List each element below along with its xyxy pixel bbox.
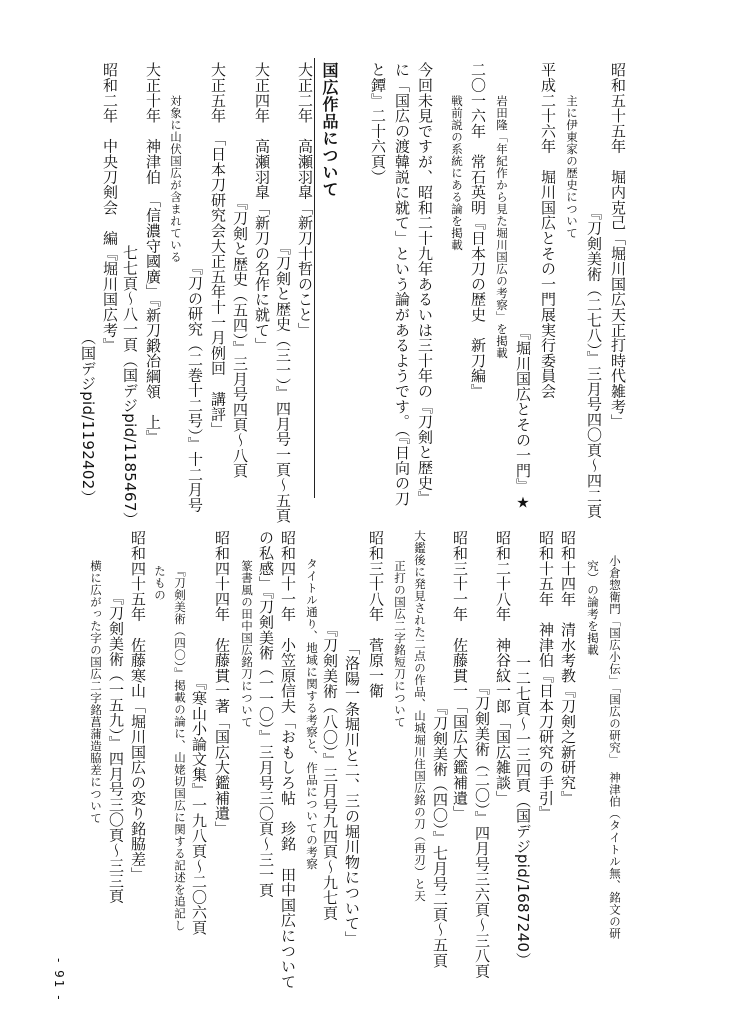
entry-title: 「洛陽一条堀川と二、三の堀川物について」 — [343, 640, 361, 946]
entry-line: 平成二十六年 堀川国広とその一門展実行委員会 — [539, 62, 557, 399]
entry-line: 大正五年 「日本刀研究会大正五年十一月例回 講評」 — [209, 62, 227, 437]
entry-note: 究）の論考を掲載 — [586, 560, 600, 656]
entry-source: 一二七頁～一三四頁（国デジpid/1687240） — [514, 655, 532, 968]
entry-source: 『刀の研究（二巻十二号）』十二月号 — [186, 260, 204, 513]
entry-line: 昭和四十五年 佐藤寒山「堀川国広の変り銘脇差」 — [129, 530, 147, 882]
entry-line: 昭和四十一年 小笠原信夫「おもしろ帖 珍銘 田中国広について — [279, 530, 297, 989]
entry-line: 昭和五十五年 堀内克己「堀川国広天正打時代雑考」 — [609, 62, 627, 430]
entry-note: 大鑑後に発見された二点の作品、山城堀川住国広銘の刀（再刃）と天 — [413, 530, 427, 902]
entry-line: 大正十年 神津伯 「信濃守國廣」『新刀鍛冶綱領 上』 — [144, 62, 162, 445]
entry-source: 『刀剣美術（四〇）』七月号二頁～五頁 — [431, 700, 449, 968]
entry-note: たもの — [153, 565, 167, 601]
entry-line: の私感」『刀剣美術（一一〇）』三月号三〇頁～三一頁 — [257, 530, 275, 898]
entry-source: 『刀剣美術（二〇）』四月号三六頁～三八頁 — [473, 680, 491, 979]
entry-note: タイトル通り、地域に関する考察と、作品についての考察 — [305, 558, 319, 870]
entry-source: 『刀剣と歴史（五四）』三月号四頁～八頁 — [231, 195, 249, 479]
entry-source: 『堀川国広とその一門』★ — [514, 325, 532, 512]
paragraph-line: に「国広の渡韓説に就て」という論があるようです。（『日向の刀 — [393, 62, 411, 506]
entry-source: 『寒山小論文集』一九八頁～二〇六頁 — [190, 675, 208, 936]
entry-line: 昭和十四年 清水考教『刀剣之新研究』 — [559, 530, 577, 806]
heading-divider — [314, 58, 315, 498]
entry-line: 昭和三十一年 佐藤貫一「国広大鑑補遺」 — [451, 530, 469, 821]
entry-note: 主に伊東家の歴史について — [565, 95, 579, 239]
entry-line: 大正二年 高瀬羽皐「新刀十哲のこと」 — [296, 62, 314, 338]
entry-source: 『刀剣美術（一五九）』四月号三〇頁～三三頁 — [107, 590, 125, 904]
paragraph-line: と鐔』二十六頁） — [369, 62, 387, 185]
entry-line: 昭和十五年 神津伯『日本刀研究の手引』 — [537, 530, 555, 821]
entry-source: 『刀剣美術（八〇）』三月号九四頁～九七頁 — [321, 622, 339, 921]
entry-note: 『刀剣美術（四〇）』掲載の論に、山姥切国広に関する記述を追記し — [173, 565, 187, 932]
entry-source: 『刀剣と歴史（三一）』四月号一頁～五頁 — [274, 240, 292, 524]
entry-line: 昭和二年 中央刀剣会 編『堀川国広考』 — [101, 62, 119, 353]
entry-line: 昭和三十八年 菅原一衛 — [367, 530, 385, 699]
entry-note: 横に広がった字の国広二字銘菖蒲造脇差について — [89, 560, 103, 824]
entry-note: 戦前説の系統にある論を掲載 — [450, 95, 464, 251]
entry-source: （国デジpid/1192402） — [79, 330, 97, 505]
entry-line: 昭和四十四年 佐藤貫一著「国広大鑑補遺」 — [213, 530, 231, 836]
page-number: - 91 - — [52, 958, 66, 1002]
entry-line: 二〇一六年 常石英明『日本刀の歴史 新刀編』 — [469, 62, 487, 399]
section-heading: 国広作品について — [320, 62, 339, 198]
entry-source: 『刀剣美術（二七八）』三月号四〇頁～四二頁 — [585, 205, 603, 519]
entry-source: 七七頁～八一頁（国デジpid/1185467） — [121, 245, 139, 527]
entry-note: 岩田隆「年紀作から見た堀川国広の考察」を掲載 — [495, 95, 509, 359]
entry-note: 小倉惣衛門「国広小伝」「国広の研究」 神津伯（タイトル無、銘文の研 — [608, 555, 622, 940]
entry-line: 大正四年 高瀬羽皐「新刀の名作に就て」 — [253, 62, 271, 353]
entry-note: 対象に山伏国広が含まれている — [169, 95, 183, 263]
entry-note: 篆書風の田中国広銘刀について — [240, 560, 254, 728]
entry-line: 昭和二十八年 神谷紋一郎「国広雑談」 — [494, 530, 512, 806]
entry-note: 正打の国広二字銘短刀について — [393, 560, 407, 728]
paragraph-line: 今回未見ですが、昭和二十九年あるいは三十年の『刀剣と歴史』 — [416, 62, 434, 506]
